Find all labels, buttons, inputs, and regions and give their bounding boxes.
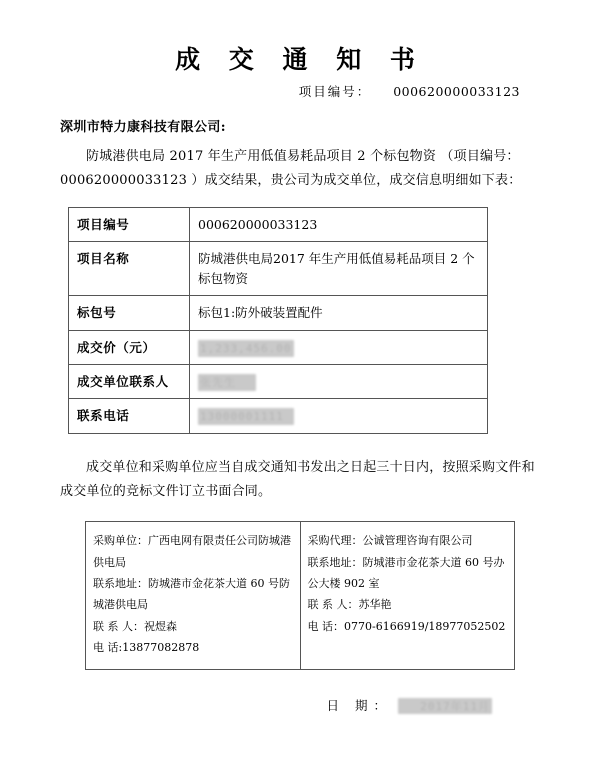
info-table (68, 207, 488, 434)
row-label: 项目名称 (69, 242, 190, 296)
redacted-value: 张先生 (198, 374, 256, 391)
date-line (60, 696, 492, 714)
project-number-value: 000620000033123 (393, 84, 520, 99)
row-value: 防城港供电局2017 年生产用低值易耗品项目 2 个标包物资 (190, 242, 488, 296)
table-row (69, 330, 488, 364)
redacted-value: 13000001111 (198, 408, 294, 425)
row-value: 000620000033123 (190, 208, 488, 242)
project-number-label: 项目编号： (298, 84, 372, 99)
contact-line: 采购单位：广西电网有限责任公司防城港供电局 (93, 534, 291, 569)
row-label: 项目编号 (69, 208, 190, 242)
contact-line: 联 系 人：苏华艳 (307, 598, 392, 612)
table-row (69, 208, 488, 242)
agent-cell (300, 522, 515, 670)
purchaser-cell (86, 522, 301, 670)
contact-line: 联 系 人：祝煜森 (93, 619, 177, 633)
table-row (69, 296, 488, 330)
contact-line: 电 话：0770-6166919/18977052502 (307, 619, 506, 633)
document-page (0, 40, 600, 776)
contacts-table (85, 521, 515, 670)
row-label: 成交单位联系人 (69, 364, 190, 398)
body-paragraph: 成交单位和采购单位应当自成交通知书发出之日起三十日内，按照采购文件和成交单位的竞标文件订立书面合同。 (60, 459, 535, 500)
page-title: 成 交 通 知 书 (175, 45, 425, 74)
redacted-value: 1,233,456.00 (198, 340, 294, 357)
row-value (190, 364, 488, 398)
redacted-date-value: 2017年11月 (398, 698, 492, 714)
row-label: 联系电话 (69, 399, 190, 433)
table-row (69, 242, 488, 296)
table-row (86, 522, 515, 670)
addressee: 深圳市特力康科技有限公司: (60, 120, 226, 135)
row-label: 成交价（元） (69, 330, 190, 364)
contact-line: 采购代理：公诚管理咨询有限公司 (307, 534, 473, 548)
contact-line: 联系地址：防城港市金花茶大道 60 号防城港供电局 (93, 576, 290, 612)
table-row (69, 399, 488, 433)
project-number-line (60, 82, 520, 100)
table-row (69, 364, 488, 398)
date-label: 日 期： (326, 697, 392, 713)
row-label: 标包号 (69, 296, 190, 330)
contact-line: 电 话:13877082878 (93, 641, 200, 655)
intro-paragraph: 防城港供电局 2017 年生产用低值易耗品项目 2 个标包物资 （项目编号：000620000033123 ）成交结果，贵公司为成交单位，成交信息明细如下表： (60, 149, 522, 189)
row-value (190, 330, 488, 364)
row-value: 标包1:防外破装置配件 (190, 296, 488, 330)
row-value (190, 399, 488, 433)
contact-line: 联系地址：防城港市金花茶大道 60 号办公大楼 902 室 (307, 555, 505, 590)
